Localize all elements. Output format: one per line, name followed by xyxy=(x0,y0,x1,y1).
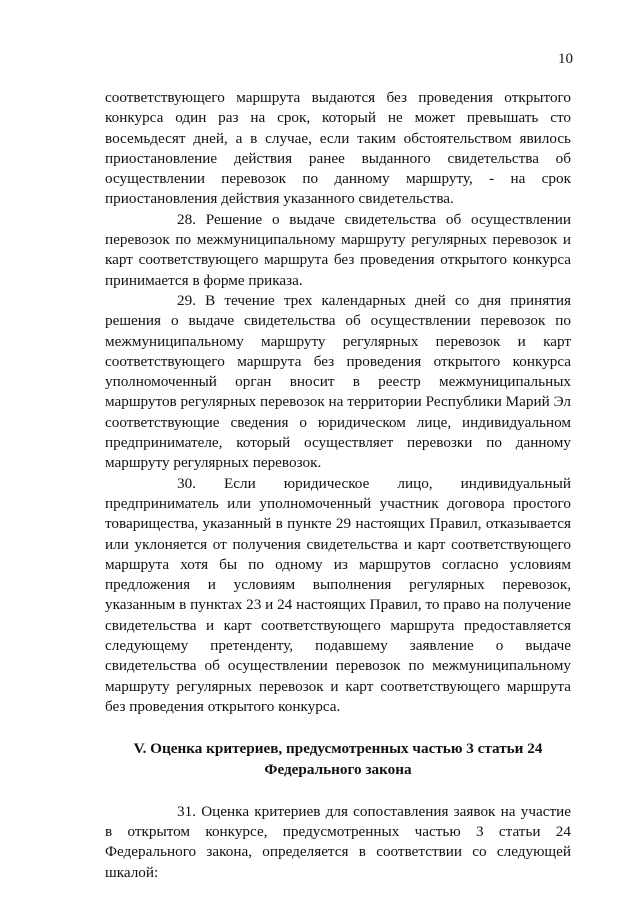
page-number: 10 xyxy=(558,51,573,67)
paragraph-30: 30. Если юридическое лицо, индивидуальный предприниматель или уполномоченный участник договора простого товарищества, указанный в пункте 29 настоящих Правил, отказывается или уклоняется от получения свидетельства и карт соответствующего маршрута хотя бы по одному из маршрутов согласно условиям предложения и условиям выполнения регулярных перевозок, указанным в пунктах 23 и 24 настоящих Правил, то право на получение свидетельства и карт соответствующего маршрута предоставляется следующему претенденту, подавшему заявление о выдаче свидетельства об осуществлении перевозок по межмуниципальному маршруту регулярных перевозок и карт соответствующего маршрута без проведения открытого конкурса. xyxy=(105,474,571,715)
paragraph-29: 29. В течение трех календарных дней со дня принятия решения о выдаче свидетельства об осуществлении перевозок по межмуниципальному маршруту регулярных перевозок и карт соответствующего маршрута без проведения открытого конкурса уполномоченный орган вносит в реестр межмуниципальных маршрутов регулярных перевозок на территории Республики Марий Эл соответствующие сведения о юридическом лице, индивидуальном предпринимателе, который осуществляет перевозки по данному маршруту регулярных перевозок. xyxy=(105,291,571,472)
section-heading xyxy=(105,717,571,802)
paragraph-28: 28. Решение о выдаче свидетельства об осуществлении перевозок по межмуниципальному маршруту регулярных перевозок и карт соответствующего маршрута без проведения открытого конкурса принимается в форме приказа. xyxy=(105,210,571,289)
paragraph-31: 31. Оценка критериев для сопоставления заявок на участие в открытом конкурсе, предусмотренных частью 3 статьи 24 Федерального закона, определяется в соответствии со следующей шкалой: xyxy=(105,802,571,881)
section-heading-line-2: Федерального закона xyxy=(264,760,412,778)
section-heading-line-1: V. Оценка критериев, предусмотренных частью 3 статьи 24 xyxy=(133,740,543,758)
document-body xyxy=(105,88,571,883)
paragraph-continuation: соответствующего маршрута выдаются без проведения открытого конкурса один раз на срок, который не может превышать сто восемьдесят дней, а в случае, если таким обстоятельством явилось приостановление действия ранее выданного свидетельства об осуществлении перевозок по данному маршруту, - на срок приостановления действия указанного свидетельства. xyxy=(105,89,571,208)
